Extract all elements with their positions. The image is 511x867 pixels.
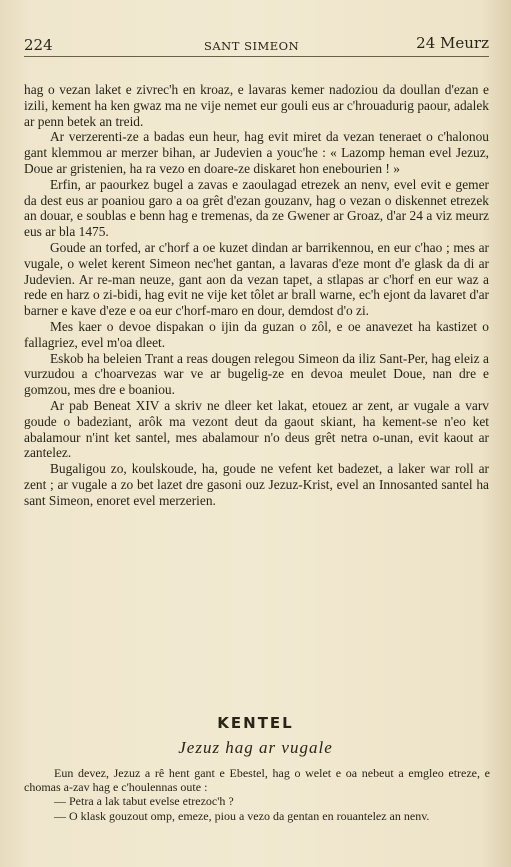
feast-date: 24 Meurz [416, 34, 489, 52]
running-title: SANT SIMEON [204, 39, 300, 53]
paragraph: Mes kaer o devoe dispakan o ijin da guzan o zôl, e oe anavezet ha kastizet o fallagriez, evel m'oa dleet. [24, 318, 489, 350]
paragraph: Ar pab Beneat XIV a skriv ne dleer ket lakat, etouez ar zent, ar vugale a varv goude o badeziant, arôk ma vezont deut da gaout skiant, ha kement-se n'eo ket abalamour n'int ket santel, mes abalamour n'o deus grêt netra o-unan, evit kaout ar zantelez. [24, 397, 489, 461]
lesson-heading: KENTEL [217, 714, 294, 732]
paragraph: Ar verzerenti-ze a badas eun heur, hag evit miret da vezan teneraet o c'halonou gant klemmou ar merzer bihan, ar Judevien a youc'he : « Lazomp heman evel Jezuz, Doue ar gristenien, ha ra vezo en doare-ze diskaret hon enebourien ! » [24, 129, 489, 176]
main-text [24, 82, 489, 509]
paragraph: Bugaligou zo, koulskoude, ha, goude ne vefent ket badezet, a laker war roll ar zent ; ar vugale a zo bet lazet dre gasoni ouz Jezuz-Krist, evel an Innosanted santel ha sant Simeon, enoret evel merzerien. [24, 461, 489, 508]
lesson-subtitle: Jezuz hag ar vugale [178, 738, 333, 757]
paragraph: Erfin, ar paourkez bugel a zavas e zaoulagad etrezek an nenv, evel evit e gemer da dest eus ar poaniou garo a oa grêt d'ezan gouzanv, hag o vezan o diskennet etrezek an douar, e soublas e benn hag e tremenas, da ze Gwener ar Groaz, d'ar 24 a viz meurz eus ar bla 1475. [24, 176, 489, 240]
lesson-dialogue: — O klask gouzout omp, emeze, piou a vezo da gentan en rouantelez an nenv. [54, 808, 430, 823]
running-header [24, 34, 489, 57]
paragraph: Goude an torfed, ar c'horf a oe kuzet dindan ar barrikennou, en eur c'hao ; mes ar vugale, o welet kerent Simeon nec'het gantan, a lavaras d'eze mont d'e glask da di ar Judevien. Ar re-man neuze, gant aon da vezan tapet, a stlapas ar c'horf en eur waz a rede en harz o zi-bidi, hag evit ne vije ket tôlet ar brall warne, ec'h ejont da lavaret d'ar barner e kave d'eze e oa eur c'horf-maro en dour, demdost d'o zi. [24, 239, 489, 319]
lesson-dialogue: — Petra a lak tabut evelse etrezoc'h ? [54, 794, 234, 809]
lesson-text [24, 766, 490, 823]
paragraph: Eskob ha beleien Trant a reas dougen relegou Simeon da iliz Sant-Per, hag eleiz a vurzudou a c'hoarvezas war ve ar bugelig-ze en devoa meulet Doue, nan dre e gomzou, mes dre e boaniou. [24, 350, 489, 398]
paragraph: hag o vezan laket e zivrec'h en kroaz, e lavaras kemer nadoziou da doullan d'ezan e izili, kement ha ken gwaz ma ne vije nemet eur gouli eus ar c'hrouadurig paour, adalek ar penn betek an treid. [24, 82, 489, 129]
lesson-paragraph: Eun devez, Jezuz a rê hent gant e Ebestel, hag o welet e oa nebeut a emgleo etreze, e chomas a-zav hag e c'houlennas oute : [24, 766, 490, 795]
page-number: 224 [24, 36, 53, 54]
